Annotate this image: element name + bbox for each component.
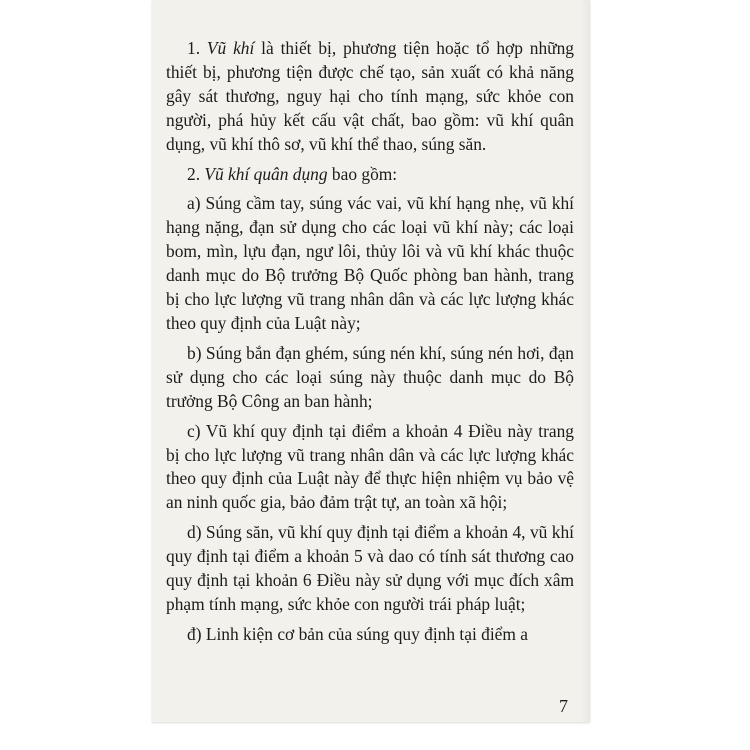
point-c: c) Vũ khí quy định tại điểm a khoản 4 Điều này trang bị cho lực lượng vũ trang nhân dân và các lực lượng khác theo quy định của Luật này để thực hiện nhiệm vụ bảo vệ an ninh quốc gia, bảo đảm trật tự, an toàn xã hội;: [166, 420, 574, 513]
clause-number: 2.: [187, 163, 205, 184]
paragraph-text: bao gồm:: [327, 163, 398, 184]
point-a: a) Súng cầm tay, súng vác vai, vũ khí hạng nhẹ, vũ khí hạng nặng, đạn sử dụng cho các loại vũ khí này; các loại bom, mìn, lựu đạn, ngư lôi, thủy lôi và vũ khí khác thuộc danh mục do Bộ trưởng Bộ Quốc phòng ban hành, trang bị cho lực lượng vũ trang nhân dân và các lực lượng khác theo quy định của Luật này;: [166, 193, 574, 333]
body-text: [166, 37, 574, 647]
paragraph-1-weapons-definition: [166, 37, 574, 157]
paragraph-text: là thiết bị, phương tiện hoặc tổ hợp những thiết bị, phương tiện được chế tạo, sản xuất có khả năng gây sát thương, nguy hại cho tính mạng, sức khỏe con người, phá hủy kết cấu vật chất, bao gồm: vũ khí quân dụng, vũ khí thô sơ, vũ khí thể thao, súng săn.: [166, 38, 574, 154]
page-number: 7: [559, 696, 568, 716]
book-page: [152, 0, 590, 722]
clause-number: 1.: [187, 38, 207, 58]
point-d: d) Súng săn, vũ khí quy định tại điểm a khoản 4, vũ khí quy định tại điểm a khoản 5 và dao có tính sát thương cao quy định tại khoản 6 Điều này sử dụng với mục đích xâm phạm tính mạng, sức khỏe con người trái pháp luật;: [166, 522, 574, 614]
point-dd: đ) Linh kiện cơ bản của súng quy định tại điểm a: [187, 623, 528, 644]
defined-term: Vũ khí quân dụng: [204, 163, 328, 184]
point-b: b) Súng bắn đạn ghém, súng nén khí, súng nén hơi, đạn sử dụng cho các loại súng này thuộc danh mục do Bộ trưởng Bộ Công an ban hành;: [166, 342, 574, 411]
paragraph-2-military-weapons: [166, 163, 574, 187]
defined-term: Vũ khí: [206, 38, 255, 58]
